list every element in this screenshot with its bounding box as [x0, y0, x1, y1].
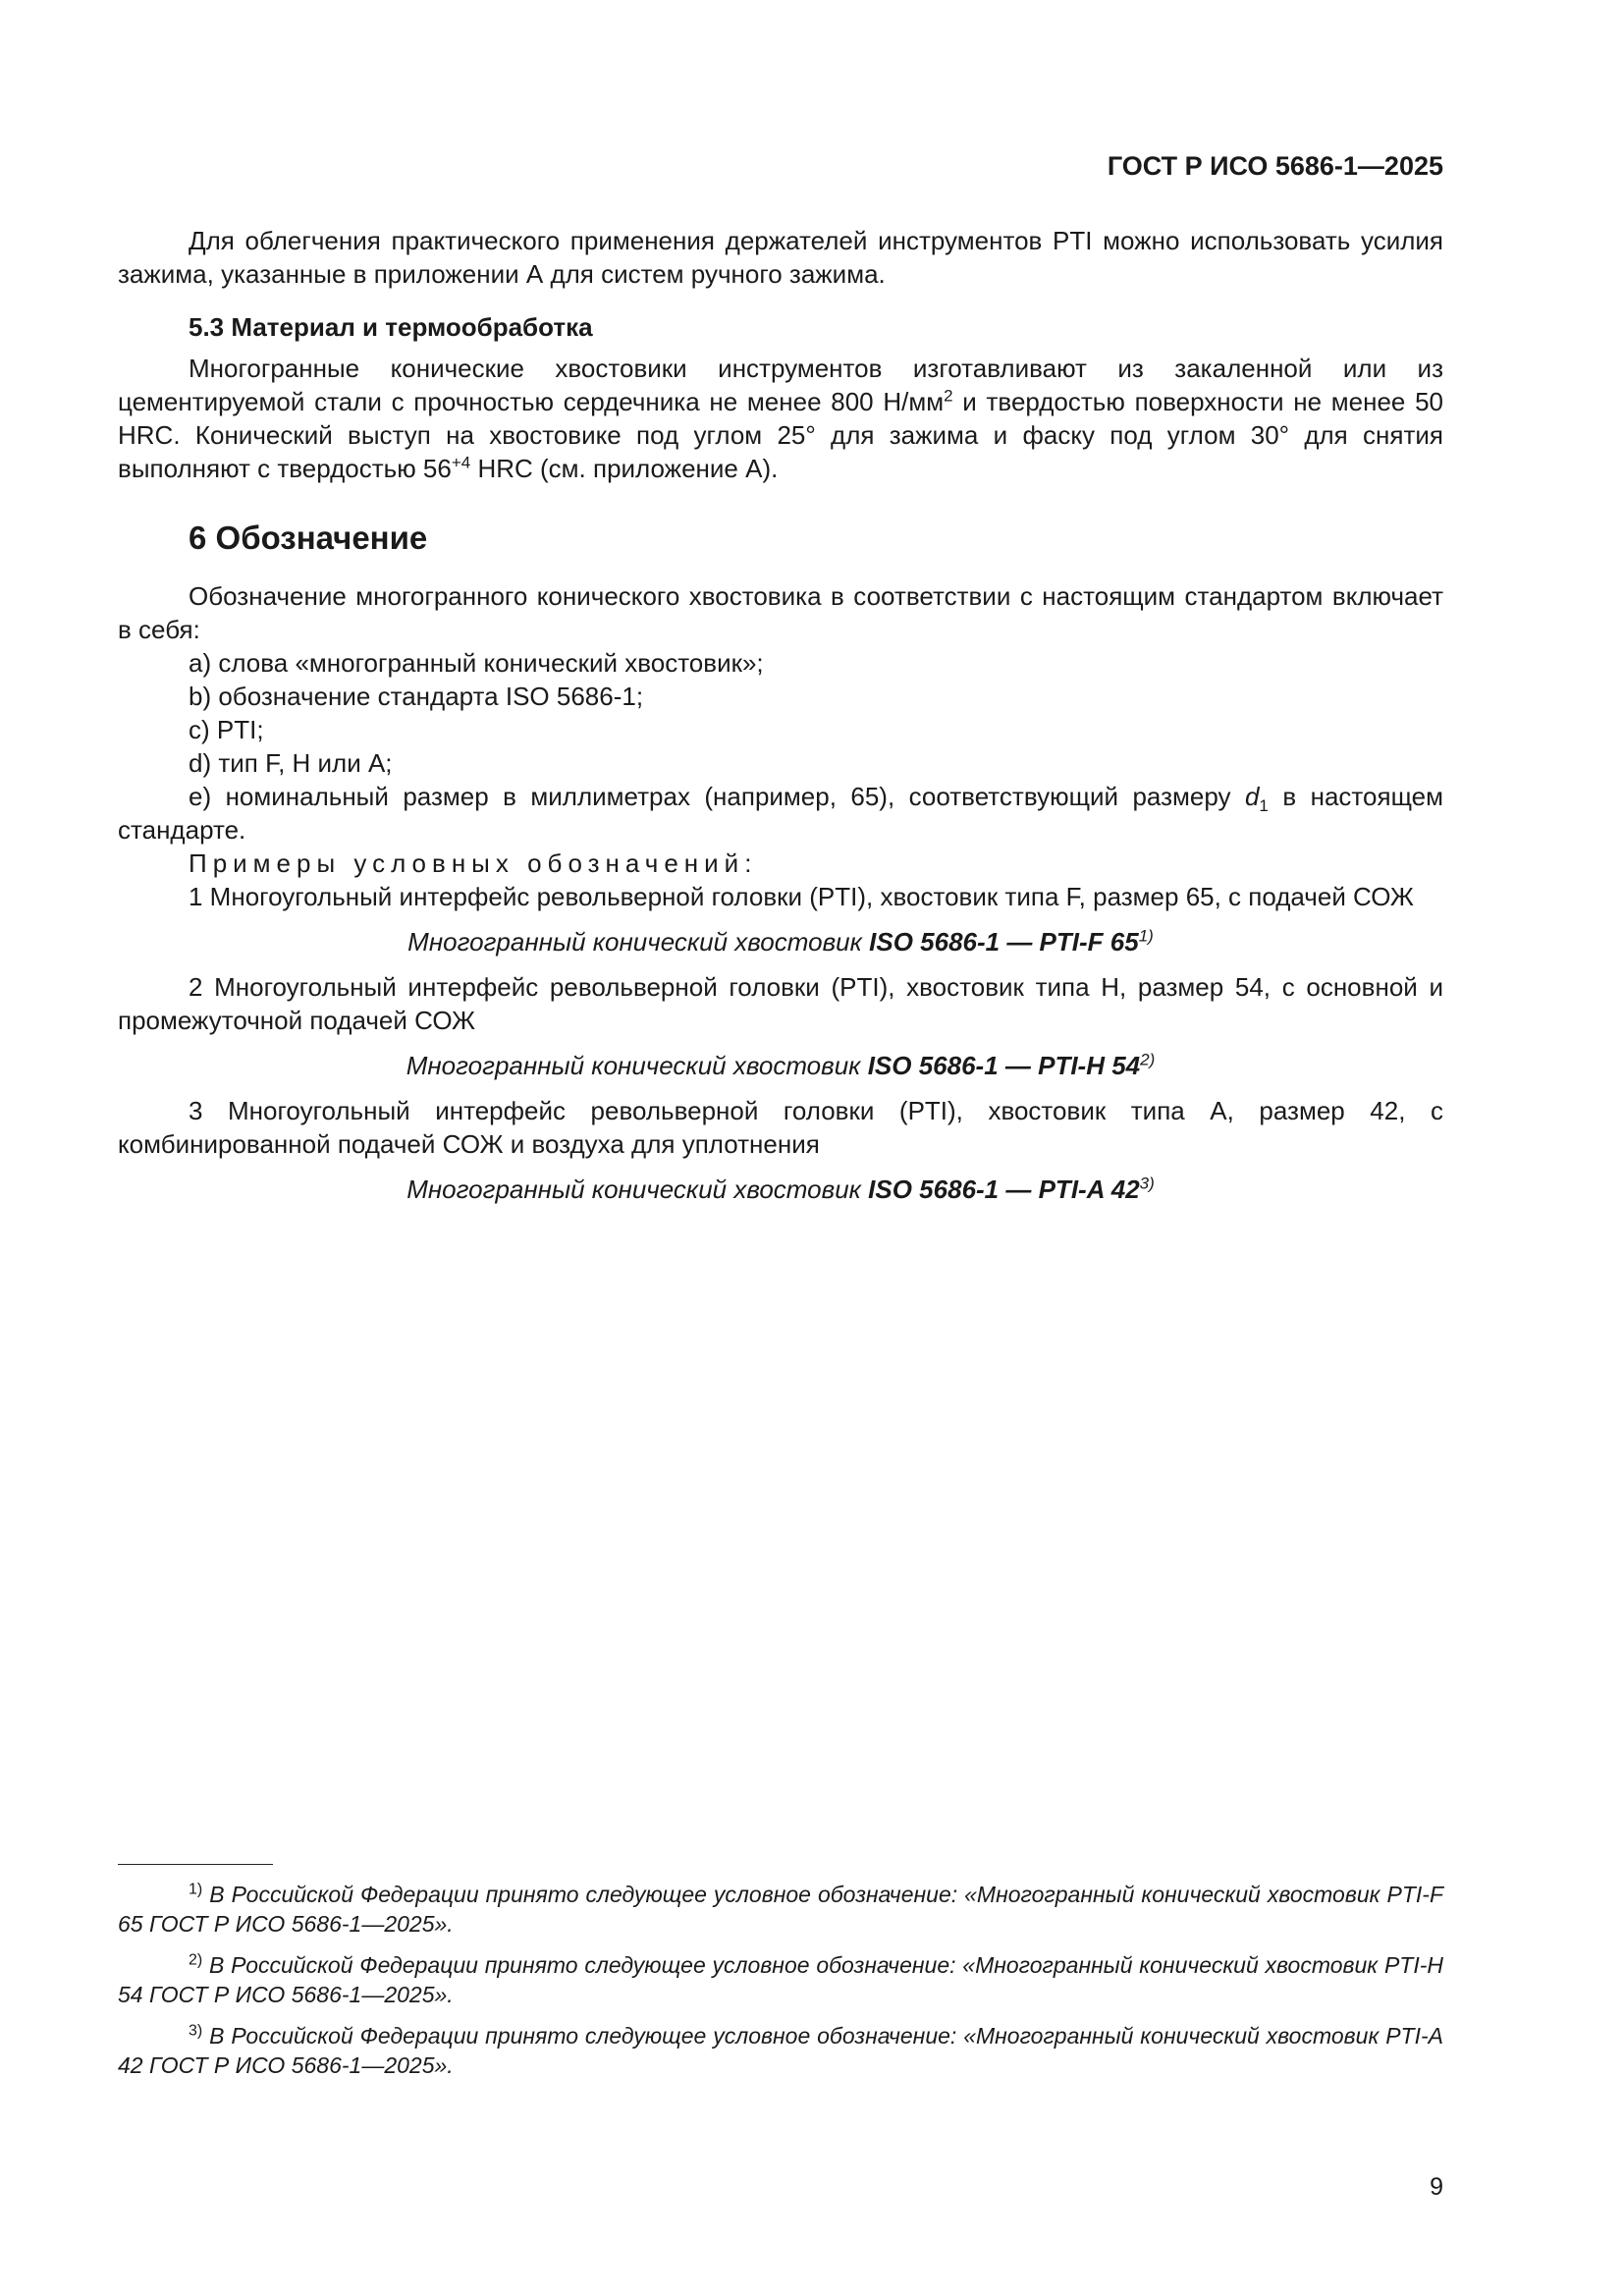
- list-item: a) слова «многогранный конический хвостовик»;: [189, 648, 764, 678]
- section-5-3-paragraph: [118, 352, 1443, 485]
- footnote-text: В Российской Федерации принято следующее условное обозначение: «Многогранный конический хвостовик PTI-H 54 ГОСТ Р ИСО 5686-1—2025».: [118, 1952, 1443, 2007]
- page-number: 9: [1430, 2173, 1443, 2201]
- designation-code: ISO 5686-1 — PTI-F 65: [869, 927, 1139, 957]
- footnote-ref: 2): [1140, 1050, 1156, 1069]
- superscript: 2: [944, 386, 953, 406]
- list-item: b) обозначение стандарта ISO 5686-1;: [189, 682, 644, 711]
- footnotes: [118, 1880, 1443, 2092]
- example-designation: [118, 1173, 1443, 1206]
- superscript: +4: [451, 453, 471, 472]
- footnote-ref: 1): [1138, 926, 1154, 946]
- footnote-text: В Российской Федерации принято следующее условное обозначение: «Многогранный конический хвостовик PTI-A 42 ГОСТ Р ИСО 5686-1—2025».: [118, 2023, 1443, 2078]
- text-run: HRC (см. приложение А).: [470, 454, 779, 483]
- footnote-mark: 3): [189, 2022, 203, 2040]
- example-description: 3 Многоугольный интерфейс револьверной головки (PTI), хвостовик типа A, размер 42, с комбинированной подачей СОЖ и воздуха для уплотнения: [118, 1096, 1443, 1159]
- text-run: Многогранные конические хвостовики инструментов изготавливают из закаленной или из цементируемой стали с прочностью сердечника не менее 800 Н/мм: [118, 354, 1443, 416]
- text-run: Многогранный конический хвостовик: [406, 1175, 869, 1204]
- text-run: e) номинальный размер в миллиметрах (например, 65), соответствующий размеру: [189, 782, 1245, 811]
- footnote-text: В Российской Федерации принято следующее условное обозначение: «Многогранный конический хвостовик PTI-F 65 ГОСТ Р ИСО 5686-1—2025».: [118, 1882, 1443, 1937]
- example-description: 2 Многоугольный интерфейс револьверной головки (PTI), хвостовик типа H, размер 54, с основной и промежуточной подачей СОЖ: [118, 972, 1443, 1035]
- footnote: [118, 1880, 1443, 1939]
- footnote-ref: 3): [1139, 1174, 1155, 1193]
- example-designation: [118, 1049, 1443, 1082]
- variable: d: [1244, 782, 1260, 811]
- section-5-3-title: 5.3 Материал и термообработка: [189, 312, 593, 342]
- list-item: [118, 780, 1443, 847]
- designation-code: ISO 5686-1 — PTI-H 54: [867, 1051, 1141, 1080]
- text-run: Многогранный конический хвостовик: [406, 1051, 868, 1080]
- text-run: в настоящем стандарте.: [118, 782, 1444, 845]
- footnote-separator: [118, 1864, 273, 1865]
- intro-paragraph: Для облегчения практического применения держателей инструментов PTI можно использовать усилия зажима, указанные в приложении А для систем ручного зажима.: [118, 226, 1443, 289]
- list-item: c) PTI;: [189, 715, 264, 744]
- examples-heading: Примеры условных обозначений:: [189, 848, 758, 878]
- footnote: [118, 2021, 1443, 2080]
- footnote-mark: 2): [189, 1951, 203, 1969]
- section-6-intro: Обозначение многогранного конического хвостовика в соответствии с настоящим стандартом включает в себя:: [118, 581, 1443, 644]
- subscript: 1: [1259, 796, 1269, 816]
- text-run: и твердостью поверхности не менее 50 HRC. Конический выступ на хвостовике под углом 25° для зажима и фаску под углом 30° для снятия выполняют с твердостью 56: [118, 387, 1443, 483]
- list-item: d) тип F, H или A;: [189, 748, 393, 778]
- designation-code: ISO 5686-1 — PTI-A 42: [868, 1175, 1140, 1204]
- footnote-mark: 1): [189, 1881, 203, 1898]
- section-6-title: 6 Обозначение: [189, 519, 428, 556]
- document-body: [118, 224, 1443, 1218]
- document-header: ГОСТ Р ИСО 5686-1—2025: [1107, 151, 1443, 181]
- footnote: [118, 1950, 1443, 2009]
- example-description: 1 Многоугольный интерфейс револьверной головки (PTI), хвостовик типа F, размер 65, с подачей СОЖ: [189, 882, 1414, 911]
- example-designation: [118, 925, 1443, 958]
- text-run: Многогранный конический хвостовик: [407, 927, 870, 957]
